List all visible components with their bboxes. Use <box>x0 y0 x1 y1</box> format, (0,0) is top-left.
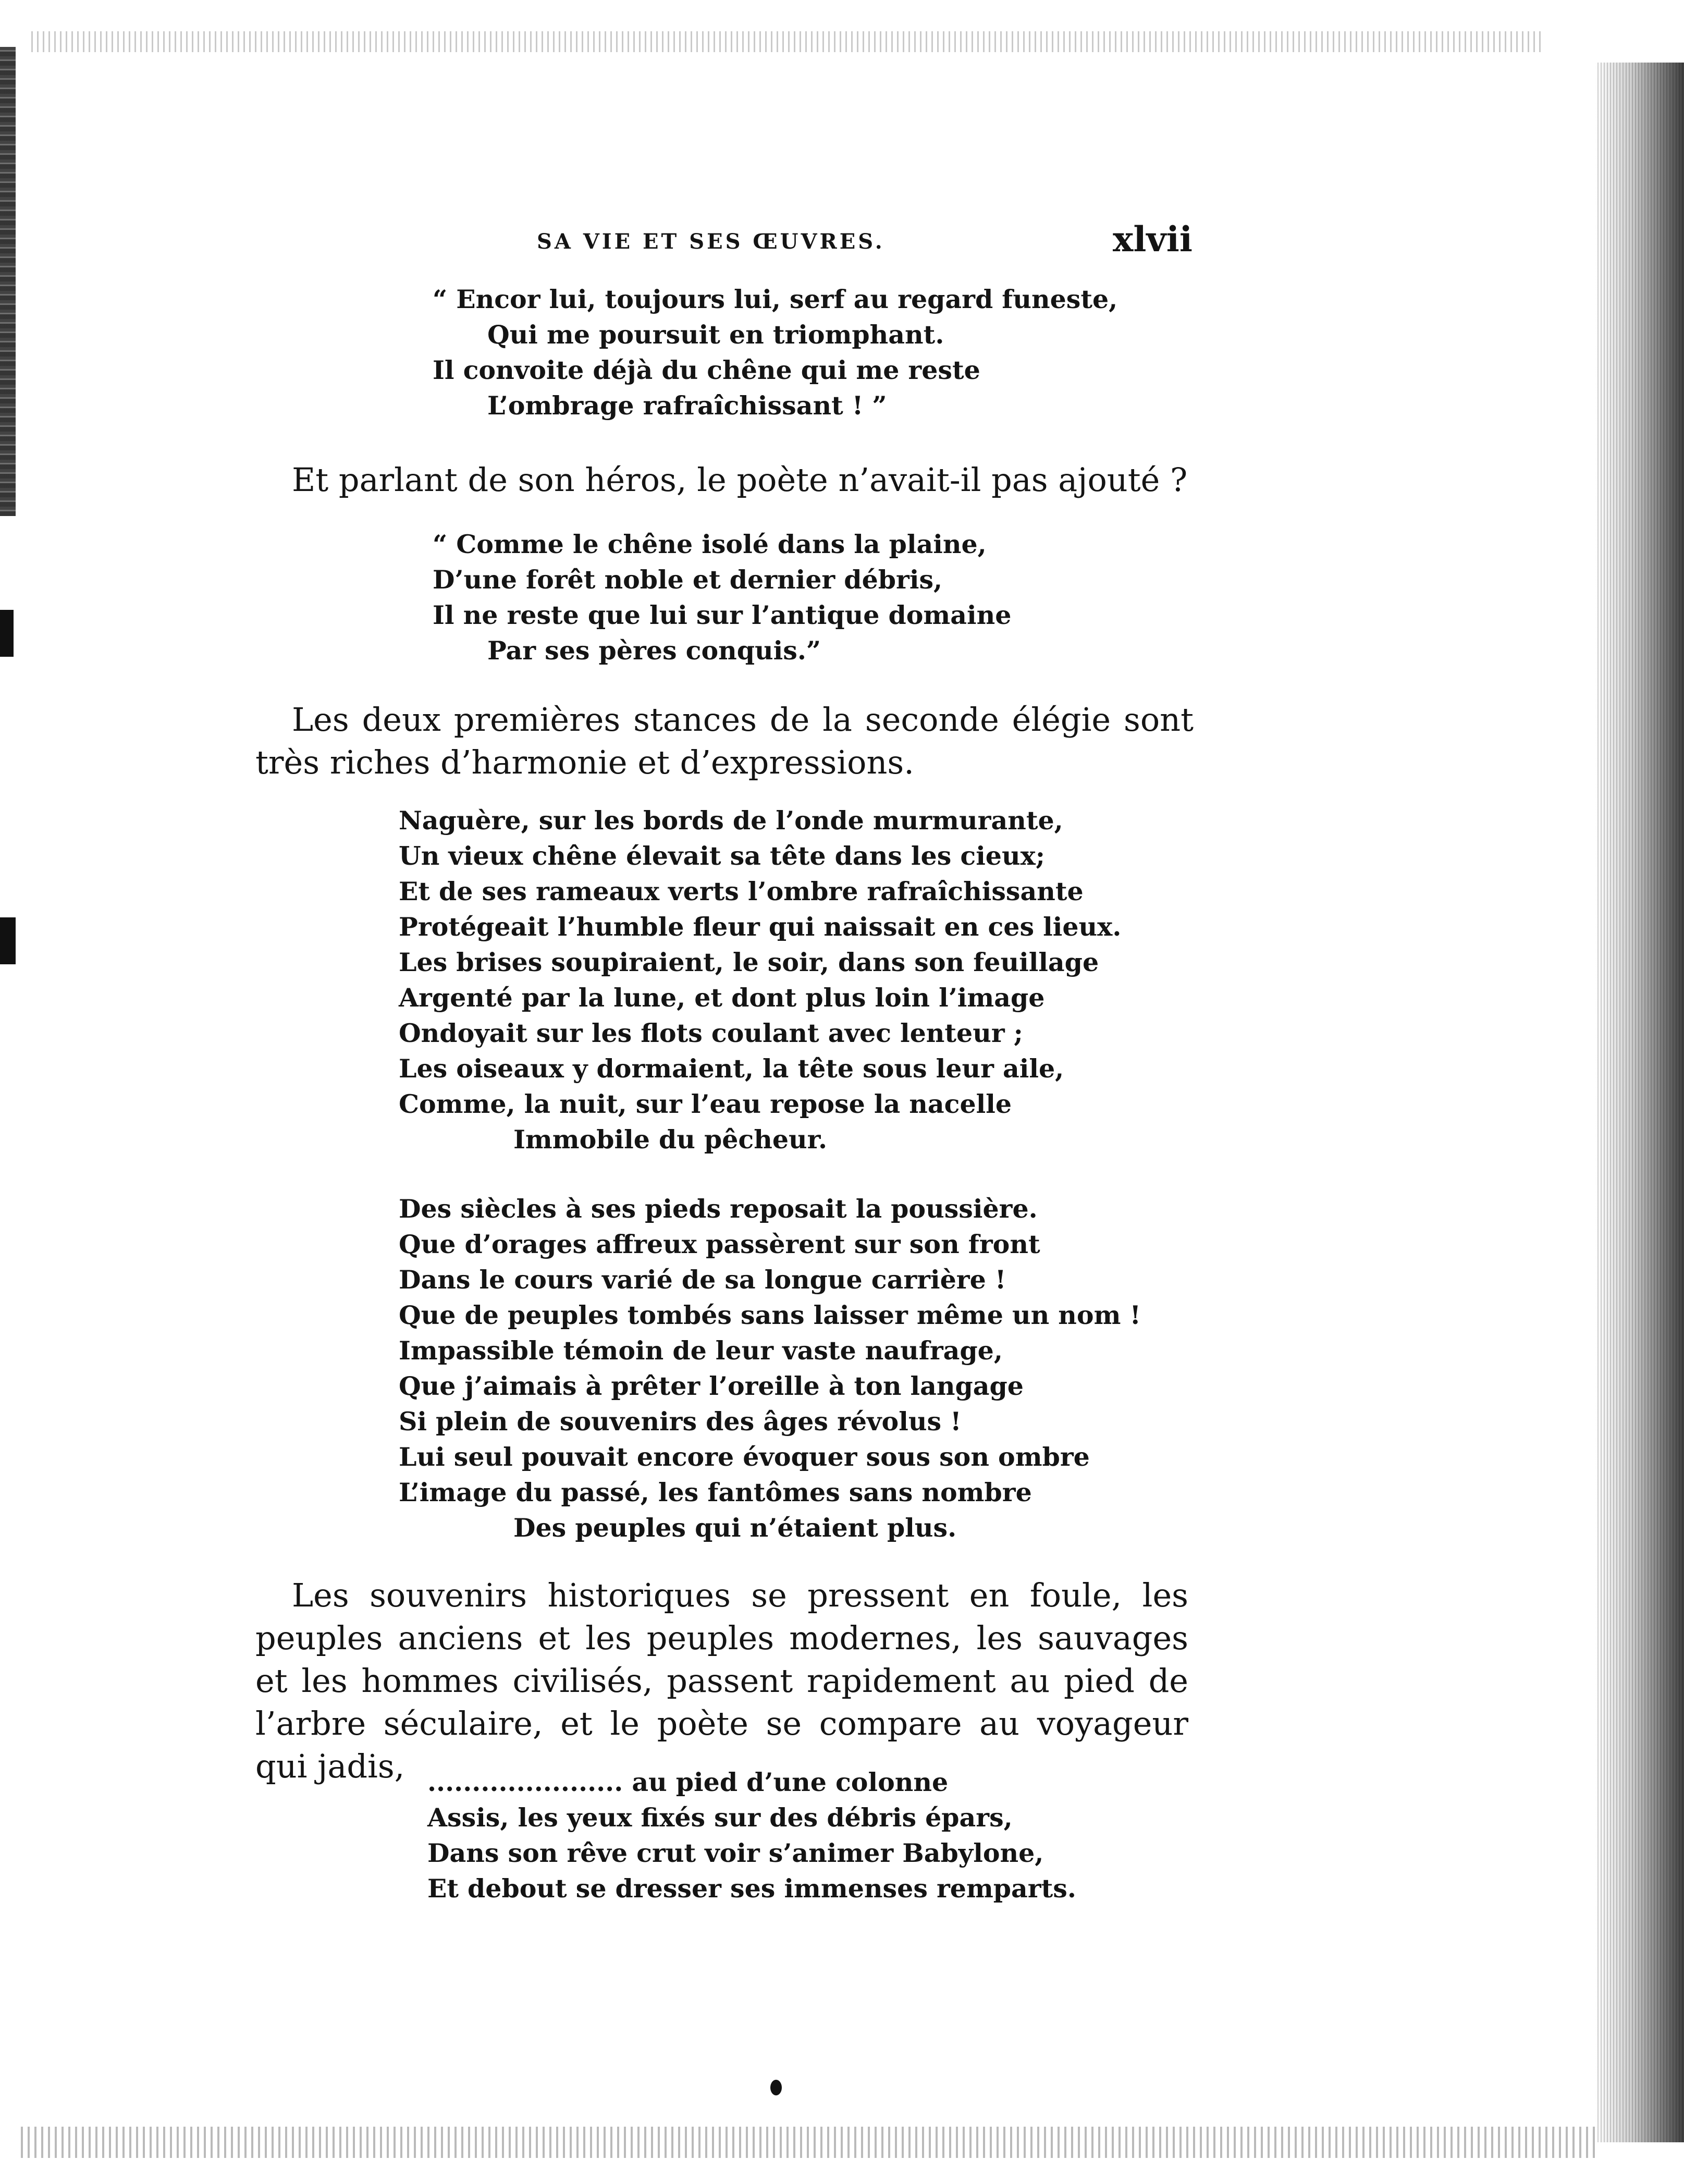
scan-mark <box>0 610 14 657</box>
verse-line: ...................... au pied d’une colonne <box>427 1767 949 1797</box>
verse-line: Par ses pères conquis.” <box>487 635 821 666</box>
quoted-verse-3 <box>427 1764 1076 1906</box>
verse-line: Que j’aimais à prêter l’oreille à ton langage <box>399 1371 1024 1401</box>
verse-line: Ondoyait sur les flots coulant avec lenteur ; <box>399 1018 1023 1048</box>
verse-line: Impassible témoin de leur vaste naufrage, <box>399 1335 1003 1366</box>
verse-line: Et de ses rameaux verts l’ombre rafraîchissante <box>399 876 1084 906</box>
running-title: SA VIE ET SES ŒUVRES. <box>537 229 885 254</box>
scan-border-right <box>1595 63 1684 2142</box>
verse-line: “ Comme le chêne isolé dans la plaine, <box>433 529 987 559</box>
scan-border-bottom <box>21 2127 1595 2158</box>
verse-line: Les oiseaux y dormaient, la tête sous leur aile, <box>399 1053 1064 1084</box>
verse-line: Lui seul pouvait encore évoquer sous son ombre <box>399 1442 1090 1472</box>
scan-border-left <box>0 47 16 516</box>
verse-line: Un vieux chêne élevait sa tête dans les cieux; <box>399 841 1045 871</box>
verse-line: L’ombrage rafraîchissant ! ” <box>487 390 887 421</box>
ink-blot <box>770 2080 782 2095</box>
scan-border-top <box>31 31 1543 52</box>
verse-line: Assis, les yeux fixés sur des débris épars, <box>427 1802 1013 1833</box>
verse-line: L’image du passé, les fantômes sans nombre <box>399 1477 1032 1507</box>
verse-line: D’une forêt noble et dernier débris, <box>433 565 943 595</box>
paragraph-text: Les deux premières stances de la seconde élégie sont très riches d’harmonie et d’expressions. <box>255 701 1194 781</box>
verse-line: Que d’orages affreux passèrent sur son front <box>399 1229 1040 1259</box>
elegy-stanza-2 <box>399 1191 1141 1545</box>
verse-line: Des peuples qui n’étaient plus. <box>513 1513 957 1543</box>
paragraph-text: Les souvenirs historiques se pressent en foule, les peuples anciens et les peuples modernes, les sauvages et les hommes civilisés, passent rapidement au pied de l’arbre séculaire, et le poète se compare au voyageur qui jadis, <box>255 1576 1188 1785</box>
paragraph-1 <box>255 459 1209 501</box>
verse-line: Argenté par la lune, et dont plus loin l’image <box>399 983 1045 1013</box>
elegy-stanza-1 <box>399 803 1121 1157</box>
verse-line: Les brises soupiraient, le soir, dans son feuillage <box>399 947 1099 977</box>
scan-mark <box>0 917 16 964</box>
verse-line: Il ne reste que lui sur l’antique domaine <box>433 600 1012 630</box>
verse-line: Qui me poursuit en triomphant. <box>487 320 944 350</box>
verse-line: Dans son rêve crut voir s’animer Babylone, <box>427 1838 1044 1868</box>
verse-line: Naguère, sur les bords de l’onde murmurante, <box>399 805 1063 836</box>
verse-line: Que de peuples tombés sans laisser même un nom ! <box>399 1300 1141 1330</box>
paragraph-3 <box>255 1574 1188 1788</box>
paragraph-text: Et parlant de son héros, le poète n’avait-il pas ajouté ? <box>292 461 1188 499</box>
quoted-verse-1 <box>433 281 1117 423</box>
verse-line: “ Encor lui, toujours lui, serf au regard funeste, <box>433 284 1118 314</box>
verse-line: Il convoite déjà du chêne qui me reste <box>433 355 980 385</box>
quoted-verse-2 <box>433 526 1011 668</box>
verse-line: Des siècles à ses pieds reposait la poussière. <box>399 1194 1038 1224</box>
page-number: xlvii <box>1113 219 1193 260</box>
verse-line: Et debout se dresser ses immenses remparts. <box>427 1873 1076 1904</box>
verse-line: Protégeait l’humble fleur qui naissait en ces lieux. <box>399 912 1122 942</box>
verse-line: Immobile du pêcheur. <box>513 1124 828 1155</box>
verse-line: Comme, la nuit, sur l’eau repose la nacelle <box>399 1089 1012 1119</box>
paragraph-2 <box>255 698 1194 784</box>
verse-line: Si plein de souvenirs des âges révolus ! <box>399 1406 962 1437</box>
verse-line: Dans le cours varié de sa longue carrière ! <box>399 1265 1006 1295</box>
